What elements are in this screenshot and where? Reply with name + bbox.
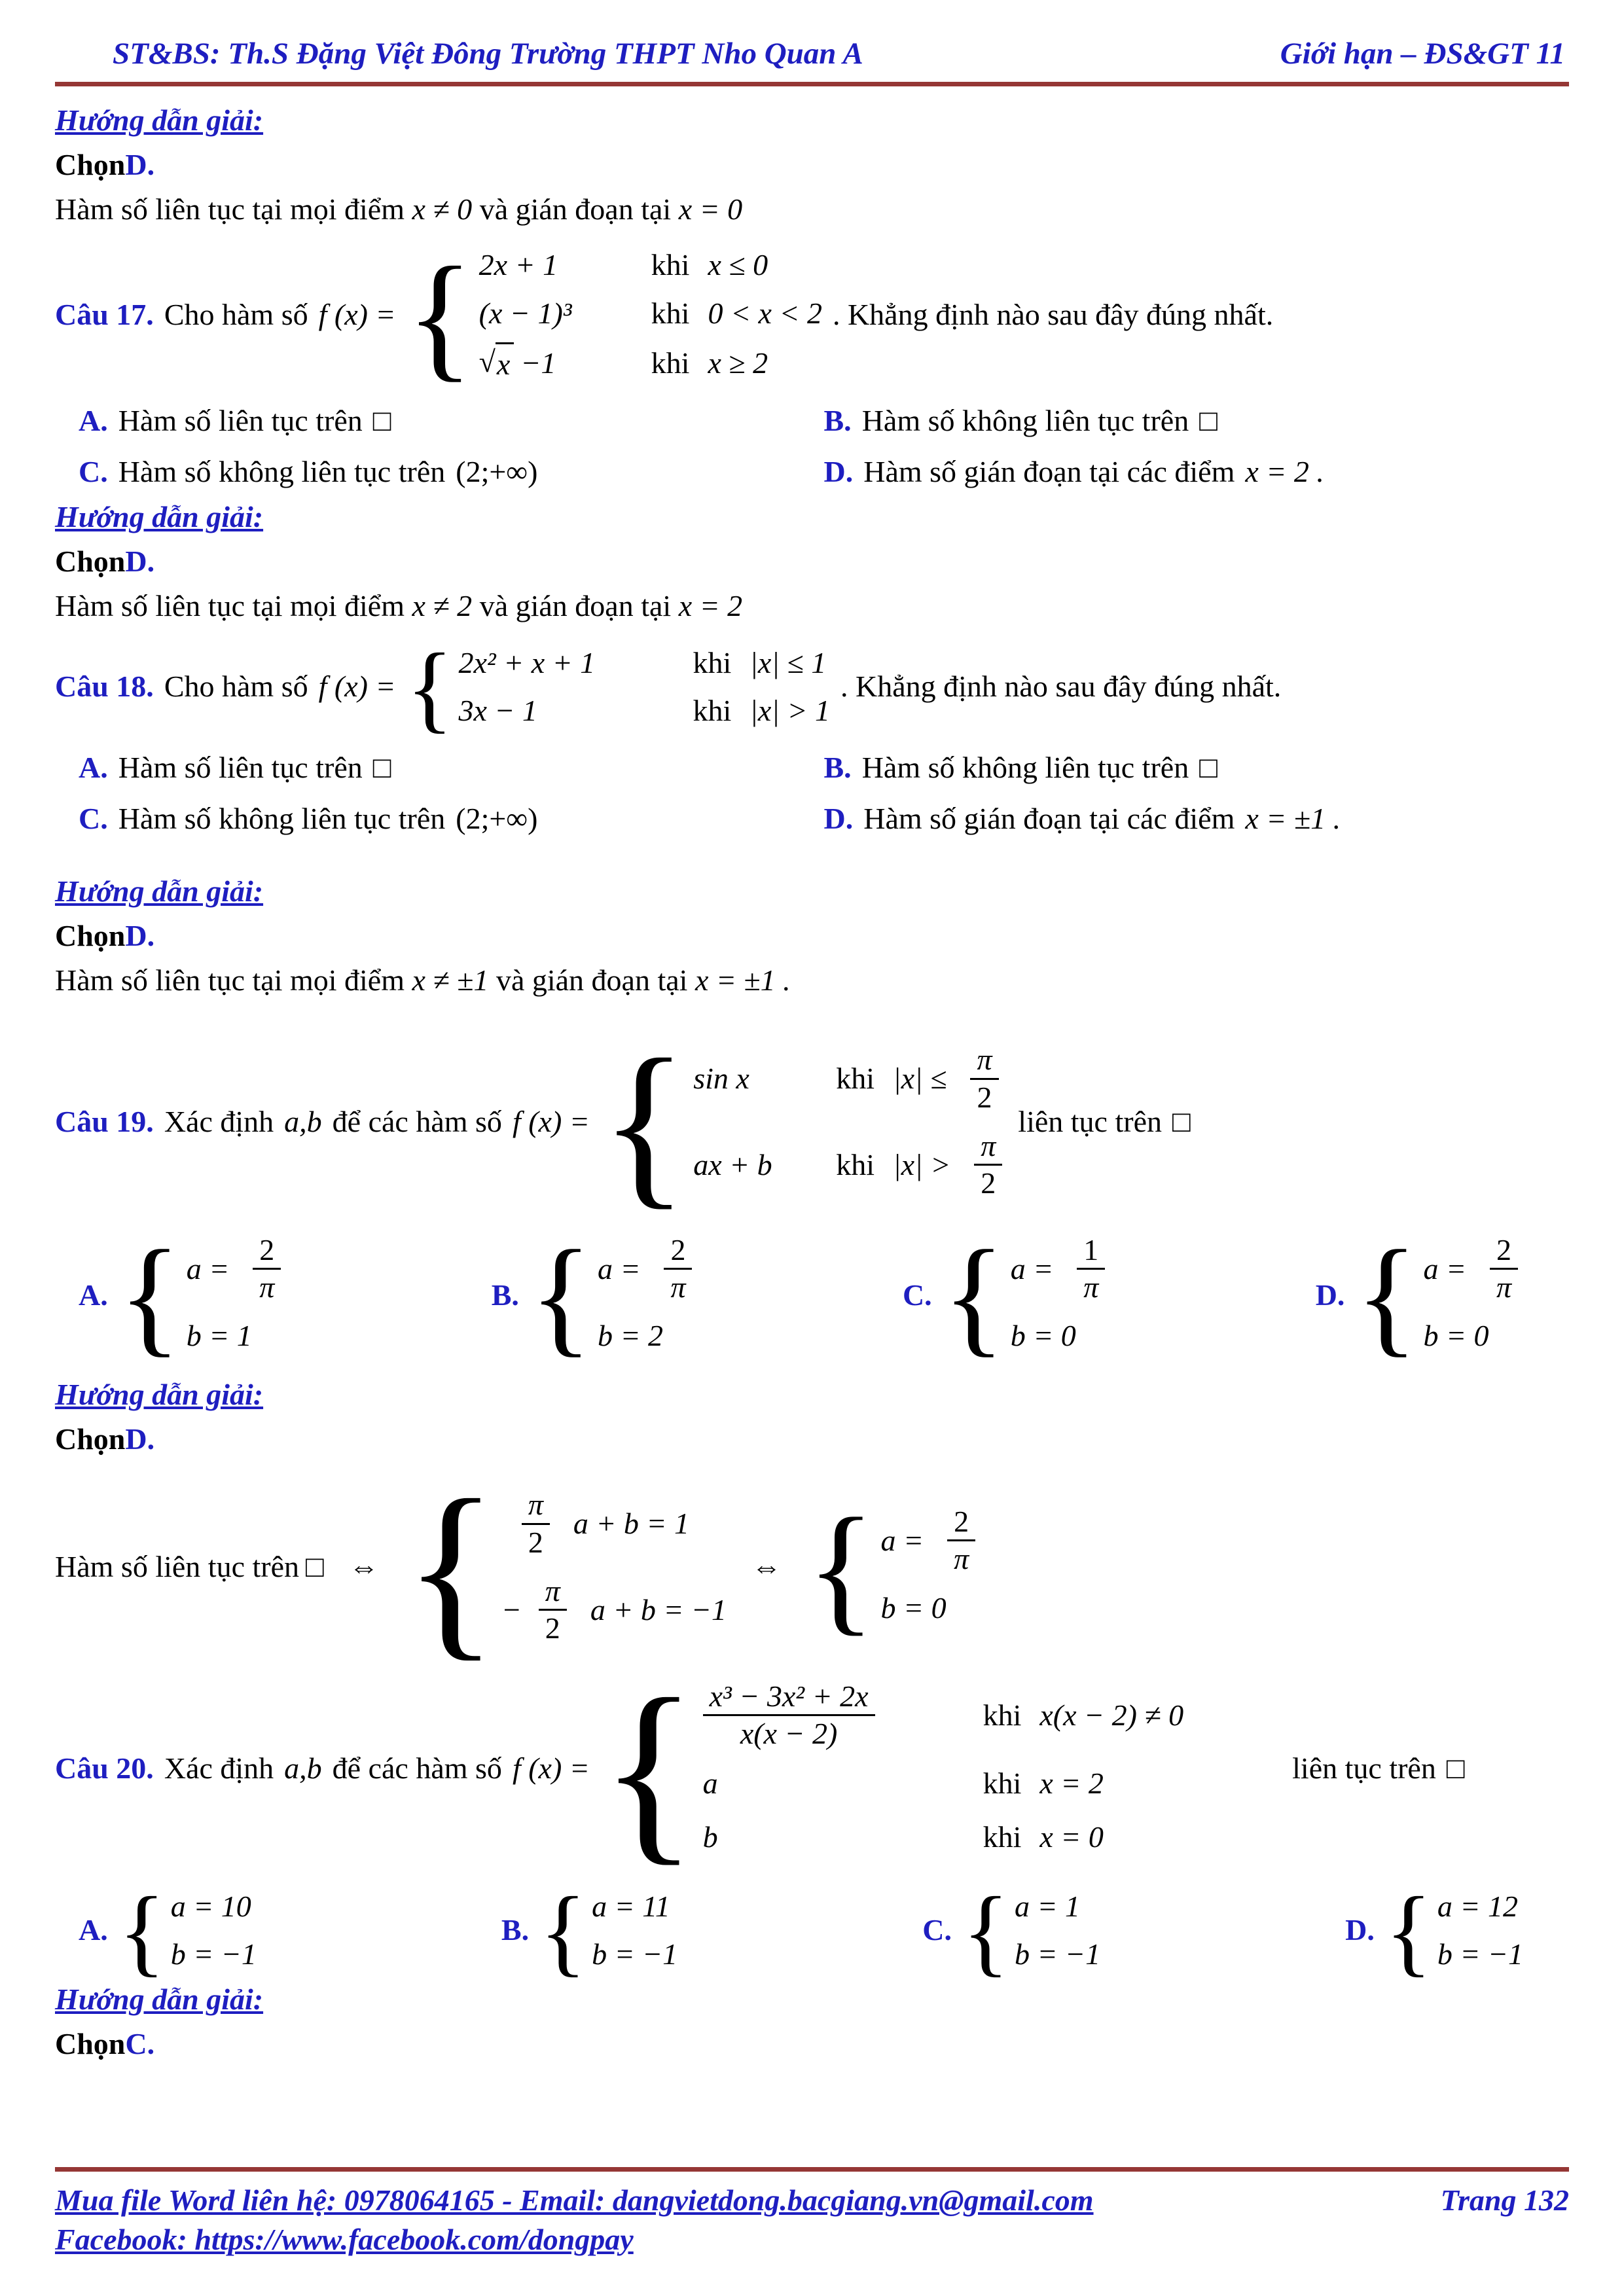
sol18-note: [55, 961, 1569, 1000]
option-18-b: [824, 748, 1570, 787]
option-rows: [1009, 1887, 1100, 1975]
note-text: và gián đoạn tại: [479, 192, 672, 226]
case-row: [503, 1489, 727, 1558]
case-row: [693, 1044, 1007, 1113]
case-expr-after: −1: [520, 346, 556, 380]
chon-line-5: [55, 2024, 1569, 2064]
sqrt-radical-icon: √: [478, 345, 496, 379]
a-lhs: a =: [1010, 1251, 1054, 1285]
case-row: [479, 245, 822, 285]
note-math: x ≠ 2: [412, 589, 473, 623]
chon-word: Chọn: [55, 1422, 126, 1456]
guide-heading-2: [55, 497, 1569, 537]
case-row: [479, 342, 822, 384]
sqrt-expression: [479, 342, 514, 384]
case-row: [458, 691, 830, 730]
option-cases: [1355, 1223, 1523, 1369]
equation-rest: a + b = 1: [573, 1507, 689, 1541]
option-rows: [592, 1234, 698, 1355]
chon-letter: D.: [125, 545, 155, 579]
note-text: Hàm số liên tục tại mọi điểm: [55, 192, 405, 226]
case-row: [187, 1316, 287, 1355]
case-expr: a: [702, 1767, 718, 1801]
b-eq: b = −1: [170, 1937, 257, 1971]
option-cases: [962, 1876, 1101, 1986]
chon-word: Chọn: [55, 919, 126, 953]
fraction-denominator: 2: [545, 1611, 560, 1645]
option-rows: [586, 1887, 677, 1975]
fraction-denominator: 2: [528, 1525, 543, 1559]
b-eq: b = 2: [597, 1319, 663, 1353]
fx-label: f (x) =: [318, 298, 396, 332]
option-tail: x = ±1 .: [1245, 801, 1341, 835]
case-cond: 0 < x < 2: [708, 296, 822, 331]
footer-contact-link[interactable]: Mua file Word liên hệ: 0978064165 - Email: dangvietdong.bacgiang.vn@gmail.com: [55, 2183, 1094, 2217]
fraction: [947, 1506, 975, 1575]
case-row: [1423, 1316, 1523, 1355]
khi-label: khi: [836, 1062, 875, 1096]
chon-line-1: [55, 145, 1569, 185]
left-brace: {: [1355, 1223, 1418, 1369]
guide-label: Hướng dẫn giải:: [55, 103, 264, 137]
option-text: Hàm số liên tục trên: [118, 403, 363, 437]
note-math: x ≠ ±1: [412, 963, 489, 997]
option-18-c: [79, 799, 824, 838]
fraction-numerator: π: [974, 1130, 1002, 1166]
r-set-symbol: □: [1172, 1104, 1191, 1138]
option-rows: [181, 1234, 287, 1355]
sqrt-arg: x: [496, 342, 514, 384]
option-19-c: [902, 1223, 1110, 1369]
case-expr: ax + b: [693, 1147, 772, 1181]
guide-label: Hướng dẫn giải:: [55, 1982, 264, 2016]
option-rows: [1432, 1887, 1523, 1975]
b-eq: b = −1: [1437, 1937, 1523, 1971]
option-tail: □: [1199, 750, 1218, 784]
fraction-denominator: π: [954, 1542, 969, 1576]
fraction: [974, 1130, 1002, 1200]
option-label: C.: [79, 801, 108, 835]
khi-label: khi: [983, 1698, 1022, 1732]
chon-line-4: [55, 1420, 1569, 1459]
q17-cases-rows: [474, 245, 822, 384]
header-rule: [55, 82, 1569, 86]
header-title-left: ST&BS: Th.S Đặng Việt Đông Trường THPT Nho Quan A: [113, 37, 863, 71]
case-row: [693, 1130, 1007, 1200]
fraction: [1490, 1234, 1518, 1304]
a-eq: a = 12: [1437, 1889, 1518, 1923]
case-row: [1011, 1316, 1111, 1355]
q19-options: [79, 1223, 1523, 1369]
chon-letter: D.: [125, 147, 155, 181]
option-19-a: [79, 1223, 286, 1369]
guide-label: Hướng dẫn giải:: [55, 500, 264, 534]
q18-options: [79, 748, 1569, 838]
left-brace: {: [406, 633, 454, 742]
left-brace: {: [806, 1488, 876, 1648]
option-label: D.: [823, 454, 854, 488]
case-row: [503, 1575, 727, 1645]
option-text: Hàm số không liên tục trên: [118, 801, 446, 835]
option-text: Hàm số không liên tục trên: [118, 454, 446, 488]
case-row: [1437, 1935, 1523, 1974]
case-expr: (x − 1)³: [478, 296, 572, 331]
option-19-d: [1315, 1223, 1523, 1369]
option-cases: [942, 1223, 1111, 1369]
left-brace: {: [403, 1459, 498, 1677]
option-17-a: [79, 401, 824, 440]
note-math: x ≠ 0: [412, 192, 473, 226]
equation-rest: a + b = −1: [590, 1592, 727, 1626]
note-math: x = 2: [678, 589, 743, 623]
question-19: [55, 1020, 1569, 1225]
footer-rule: [55, 2167, 1569, 2172]
sol19-system-1: [403, 1459, 727, 1677]
fraction-numerator: 2: [1490, 1234, 1518, 1270]
note-text: và gián đoạn tại: [479, 589, 672, 623]
option-label: A.: [79, 1913, 108, 1947]
b-eq: b = 0: [880, 1590, 947, 1624]
option-label: C.: [902, 1278, 932, 1312]
left-brace: {: [118, 1223, 181, 1369]
left-brace: {: [962, 1876, 1009, 1986]
question-17-label: Câu 17.: [55, 298, 154, 332]
case-cond: |x| ≤ 1: [749, 645, 827, 679]
option-cases: [118, 1876, 257, 1986]
fraction-numerator: 2: [947, 1506, 975, 1541]
a-lhs: a =: [597, 1251, 641, 1285]
q18-cases-rows: [453, 643, 830, 731]
khi-label: khi: [693, 694, 732, 728]
option-18-a: [79, 748, 824, 787]
option-rows: [1418, 1234, 1523, 1355]
fx-label: f (x) =: [318, 670, 396, 704]
fraction-numerator: π: [970, 1044, 998, 1079]
option-17-b: [824, 401, 1570, 440]
case-cond: x(x − 2) ≠ 0: [1039, 1698, 1184, 1732]
question-18: [55, 633, 1569, 742]
left-brace: {: [406, 238, 474, 395]
fraction-denominator: π: [259, 1270, 275, 1304]
option-label: A.: [79, 750, 108, 784]
case-row: [881, 1506, 981, 1575]
option-label: D.: [823, 801, 854, 835]
fraction-numerator: π: [522, 1489, 550, 1524]
fraction-numerator: 1: [1077, 1234, 1105, 1270]
option-tail: (2;+∞): [456, 454, 538, 488]
fx-label: f (x) =: [512, 1104, 590, 1138]
option-text: Hàm số liên tục trên: [118, 750, 363, 784]
chon-word: Chọn: [55, 545, 126, 579]
case-row: [1423, 1234, 1523, 1304]
sol19-system-1-rows: [498, 1489, 727, 1644]
question-19-intro-math: a,b: [284, 1104, 322, 1138]
option-cases: [529, 1223, 698, 1369]
footer-row-1: [55, 2181, 1569, 2220]
option-rows: [166, 1887, 257, 1975]
option-tail: □: [1199, 403, 1218, 437]
fraction: [1077, 1234, 1105, 1304]
question-18-label: Câu 18.: [55, 670, 154, 704]
left-brace: {: [600, 1020, 689, 1225]
question-19-intro: Xác định: [164, 1104, 274, 1138]
question-20-intro-post: để các hàm số: [332, 1751, 502, 1785]
option-label: C.: [922, 1913, 952, 1947]
case-row: [598, 1234, 698, 1304]
case-row: [187, 1234, 287, 1304]
option-text: Hàm số không liên tục trên: [861, 403, 1189, 437]
chon-word: Chọn: [55, 2026, 126, 2060]
option-18-d: [824, 799, 1570, 838]
sign: −: [503, 1592, 520, 1626]
question-20-intro: Xác định: [164, 1751, 274, 1785]
note-text: và gián đoạn tại: [496, 963, 688, 997]
option-label: A.: [79, 403, 108, 437]
a-eq: a = 10: [170, 1889, 251, 1923]
case-expr: [479, 342, 633, 384]
question-20-tail: liên tục trên: [1292, 1751, 1436, 1785]
q18-cases: [406, 633, 830, 742]
fraction-denominator: π: [1083, 1270, 1099, 1304]
b-eq: b = −1: [592, 1937, 678, 1971]
case-expr: [703, 1681, 965, 1750]
option-text: Hàm số không liên tục trên: [861, 750, 1189, 784]
case-row: [592, 1935, 677, 1974]
option-label: B.: [823, 403, 852, 437]
option-label: D.: [1315, 1278, 1345, 1312]
q20-cases-rows: [698, 1681, 1184, 1857]
left-brace: {: [1384, 1876, 1432, 1986]
option-label: B.: [491, 1278, 519, 1312]
fraction-denominator: x(x − 2): [740, 1717, 838, 1751]
sol16-note: [55, 190, 1569, 229]
option-tail: □: [372, 750, 391, 784]
question-17: [55, 238, 1569, 395]
case-cond: |x| > 1: [749, 694, 830, 728]
option-17-d: [824, 452, 1570, 492]
sol17-note: [55, 586, 1569, 626]
b-eq: b = −1: [1015, 1937, 1101, 1971]
chon-line-2: [55, 542, 1569, 581]
guide-heading-1: [55, 101, 1569, 140]
question-19-intro-post: để các hàm số: [332, 1104, 502, 1138]
option-cases: [118, 1223, 287, 1369]
option-label: B.: [501, 1913, 530, 1947]
option-label: A.: [79, 1278, 108, 1312]
b-eq: b = 0: [1010, 1319, 1076, 1353]
question-20-label: Câu 20.: [55, 1751, 154, 1785]
question-20-intro-math: a,b: [284, 1751, 322, 1785]
option-19-b: [491, 1223, 698, 1369]
page-number: Trang 132: [1440, 2183, 1569, 2217]
a-lhs: a =: [1423, 1251, 1466, 1285]
question-18-intro: Cho hàm số: [164, 670, 308, 704]
sol19-system-2: [806, 1488, 981, 1648]
case-cond: |x| >: [893, 1147, 951, 1181]
b-eq: b = 1: [186, 1319, 252, 1353]
option-20-c: [922, 1876, 1101, 1986]
sol19-pre: Hàm số liên tục trên: [55, 1549, 300, 1583]
question-19-label: Câu 19.: [55, 1104, 154, 1138]
question-17-outro: . Khẳng định nào sau đây đúng nhất.: [832, 298, 1274, 332]
q20-cases: [600, 1657, 1184, 1882]
option-tail: x = 2 .: [1245, 454, 1324, 488]
fraction-denominator: π: [670, 1270, 686, 1304]
case-row: [171, 1935, 257, 1974]
option-20-d: [1345, 1876, 1523, 1986]
b-eq: b = 0: [1423, 1319, 1489, 1353]
fraction: [522, 1489, 550, 1558]
note-text: Hàm số liên tục tại mọi điểm: [55, 589, 405, 623]
case-row: [881, 1588, 981, 1628]
guide-heading-3: [55, 872, 1569, 911]
khi-label: khi: [983, 1820, 1022, 1854]
case-row: [703, 1681, 1184, 1750]
left-brace: {: [942, 1223, 1005, 1369]
note-math: x = ±1 .: [695, 963, 791, 997]
case-row: [1011, 1234, 1111, 1304]
a-eq: a = 1: [1015, 1889, 1081, 1923]
left-brace: {: [539, 1876, 587, 1986]
khi-label: khi: [983, 1767, 1022, 1801]
guide-label: Hướng dẫn giải:: [55, 1378, 264, 1412]
fraction: [703, 1681, 875, 1750]
a-lhs: a =: [186, 1251, 230, 1285]
left-brace: {: [529, 1223, 592, 1369]
option-20-a: [79, 1876, 257, 1986]
sol19-system-2-rows: [876, 1506, 981, 1627]
guide-label: Hướng dẫn giải:: [55, 874, 264, 908]
option-label: C.: [79, 454, 108, 488]
footer-facebook-link[interactable]: Facebook: https://www.facebook.com/dongpay: [55, 2223, 634, 2257]
khi-label: khi: [693, 645, 732, 679]
r-set-symbol: □: [1446, 1751, 1465, 1785]
chon-letter: C.: [125, 2026, 155, 2060]
option-rows: [1005, 1234, 1111, 1355]
khi-label: khi: [836, 1147, 875, 1181]
option-tail: □: [372, 403, 391, 437]
case-cond: x = 0: [1039, 1820, 1104, 1854]
q19-cases: [600, 1020, 1007, 1225]
iff-arrow: ⇔: [348, 1549, 379, 1583]
option-label: D.: [1345, 1913, 1375, 1947]
case-expr: 3x − 1: [458, 694, 537, 728]
case-cond: x ≥ 2: [708, 346, 768, 380]
option-17-c: [79, 452, 824, 492]
case-expr: 2x² + x + 1: [458, 645, 596, 679]
khi-label: khi: [651, 296, 690, 331]
q20-options: [79, 1876, 1523, 1986]
option-label: B.: [823, 750, 852, 784]
guide-heading-4: [55, 1375, 1569, 1414]
case-row: [458, 643, 830, 683]
note-math: x = 0: [678, 192, 743, 226]
footer-row-2: [55, 2220, 1569, 2259]
question-20: [55, 1657, 1569, 1882]
case-cond: x = 2: [1039, 1767, 1104, 1801]
option-20-b: [501, 1876, 678, 1986]
case-row: [1437, 1887, 1523, 1926]
fraction: [253, 1234, 281, 1304]
case-expr: sin x: [693, 1062, 749, 1096]
a-eq: a = 11: [592, 1889, 670, 1923]
case-row: [1015, 1935, 1100, 1974]
fraction-denominator: 2: [981, 1166, 996, 1200]
q19-cases-rows: [688, 1044, 1007, 1199]
fraction: [664, 1234, 692, 1304]
fx-label: f (x) =: [512, 1751, 590, 1785]
fraction: [970, 1044, 998, 1113]
case-row: [703, 1818, 1184, 1857]
case-expr: 2x + 1: [478, 248, 558, 282]
r-set-symbol: □: [306, 1549, 324, 1583]
khi-label: khi: [651, 346, 690, 380]
fraction-denominator: π: [1496, 1270, 1511, 1304]
fraction: [539, 1575, 567, 1645]
chon-letter: D.: [125, 919, 155, 953]
chon-word: Chọn: [55, 147, 126, 181]
fraction-numerator: π: [539, 1575, 567, 1611]
fraction-numerator: 2: [253, 1234, 281, 1270]
fraction-numerator: x³ − 3x² + 2x: [703, 1681, 875, 1716]
page-header: [55, 34, 1569, 74]
chon-line-3: [55, 916, 1569, 956]
case-expr: b: [702, 1820, 718, 1854]
q17-options: [79, 401, 1569, 492]
question-18-outro: . Khẳng định nào sau đây đúng nhất.: [840, 670, 1282, 704]
case-cond: |x| ≤: [893, 1062, 947, 1096]
option-text: Hàm số gián đoạn tại các điểm: [863, 801, 1235, 835]
q17-cases: [406, 238, 822, 395]
case-row: [1015, 1887, 1100, 1926]
iff-arrow: ⇔: [751, 1549, 782, 1583]
page-footer: [55, 2167, 1569, 2259]
case-row: [703, 1764, 1184, 1803]
fraction-numerator: 2: [664, 1234, 692, 1270]
question-17-intro: Cho hàm số: [164, 298, 308, 332]
note-text: Hàm số liên tục tại mọi điểm: [55, 963, 405, 997]
header-title-right: Giới hạn – ĐS&GT 11: [1280, 37, 1565, 71]
case-row: [171, 1887, 257, 1926]
option-cases: [539, 1876, 678, 1986]
a-lhs: a =: [880, 1524, 924, 1558]
option-text: Hàm số gián đoạn tại các điểm: [863, 454, 1235, 488]
case-row: [598, 1316, 698, 1355]
option-tail: (2;+∞): [456, 801, 538, 835]
left-brace: {: [118, 1876, 166, 1986]
question-19-tail: liên tục trên: [1018, 1104, 1162, 1138]
guide-heading-5: [55, 1980, 1569, 2019]
case-row: [479, 294, 822, 333]
case-cond: x ≤ 0: [708, 248, 768, 282]
left-brace: {: [600, 1657, 698, 1882]
khi-label: khi: [651, 248, 690, 282]
sol19-derivation: [55, 1459, 1569, 1677]
option-cases: [1384, 1876, 1523, 1986]
case-row: [592, 1887, 677, 1926]
fraction-denominator: 2: [977, 1080, 992, 1114]
chon-letter: D.: [125, 1422, 155, 1456]
